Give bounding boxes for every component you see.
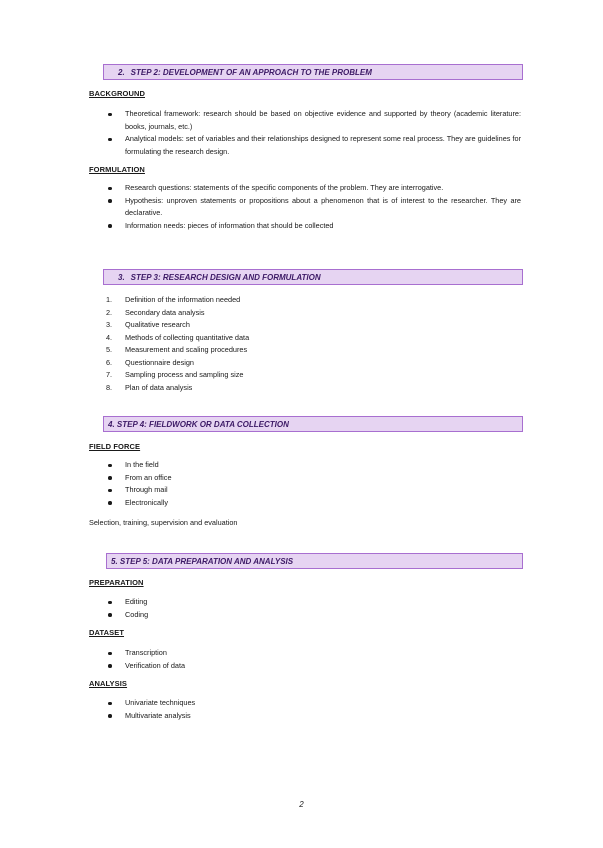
list-item: 7. Sampling process and sampling size — [106, 370, 244, 379]
list-item: Univariate techniques — [106, 697, 521, 710]
list-item: Electronically — [106, 497, 521, 510]
section-4-header — [103, 416, 523, 432]
background-heading: BACKGROUND — [89, 89, 145, 98]
section-5-title: 5. STEP 5: DATA PREPARATION AND ANALYSIS — [111, 557, 294, 566]
list-item: 2. Secondary data analysis — [106, 307, 205, 317]
preparation-list — [106, 596, 521, 621]
research-design-list — [106, 294, 521, 394]
section-2-header — [103, 64, 523, 80]
section-3-number: 3. — [118, 273, 125, 282]
list-item: Coding — [106, 609, 521, 622]
section-2-title: STEP 2: DEVELOPMENT OF AN APPROACH TO THE PROBLEM — [130, 68, 372, 77]
analysis-list — [106, 697, 521, 722]
formulation-heading: FORMULATION — [89, 165, 145, 174]
section-5-header — [106, 553, 523, 569]
list-item: 1. Definition of the information needed — [106, 295, 241, 304]
analysis-heading: ANALYSIS — [89, 679, 128, 688]
list-item: Through mail — [106, 484, 521, 497]
section-3-title: STEP 3: RESEARCH DESIGN AND FORMULATION — [130, 273, 321, 282]
background-list — [106, 108, 521, 158]
list-item: 4. Methods of collecting quantitative data — [106, 332, 250, 342]
section-2-number: 2. — [118, 68, 125, 77]
list-item: 3. Qualitative research — [106, 320, 190, 329]
section-3-header — [103, 269, 523, 285]
list-item: From an office — [106, 472, 521, 485]
preparation-heading: PREPARATION — [89, 578, 144, 587]
list-item: In the field — [106, 459, 521, 472]
formulation-list — [106, 182, 521, 232]
list-item: 5. Measurement and scaling procedures — [106, 345, 248, 354]
list-item: Transcription — [106, 647, 521, 660]
dataset-list — [106, 647, 521, 672]
field-force-list — [106, 459, 521, 509]
list-item: 8. Plan of data analysis — [106, 382, 193, 392]
list-item: Editing — [106, 596, 521, 609]
dataset-heading: DATASET — [89, 628, 125, 637]
list-item: 6. Questionnaire design — [106, 357, 194, 367]
list-item: Verification of data — [106, 660, 521, 673]
field-force-heading: FIELD FORCE — [89, 442, 141, 451]
list-item: Theoretical framework: research should be based on objective evidence and supported by theory (academic literature: books, journals, etc.) — [106, 108, 521, 133]
list-item: Hypothesis: unproven statements or propositions about a phenomenon that is of interest to the researcher. They are declarative. — [106, 195, 521, 220]
section-4-title: 4. STEP 4: FIELDWORK OR DATA COLLECTION — [108, 420, 289, 429]
list-item: Analytical models: set of variables and their relationships designed to represent some real process. They are guidelines for formulating the research design. — [106, 133, 521, 158]
page-number: 2 — [299, 800, 304, 809]
list-item: Information needs: pieces of information that should be collected — [106, 220, 521, 233]
list-item: Multivariate analysis — [106, 710, 521, 723]
field-force-note: Selection, training, supervision and evaluation — [89, 518, 238, 527]
list-item: Research questions: statements of the specific components of the problem. They are interrogative. — [106, 182, 521, 195]
